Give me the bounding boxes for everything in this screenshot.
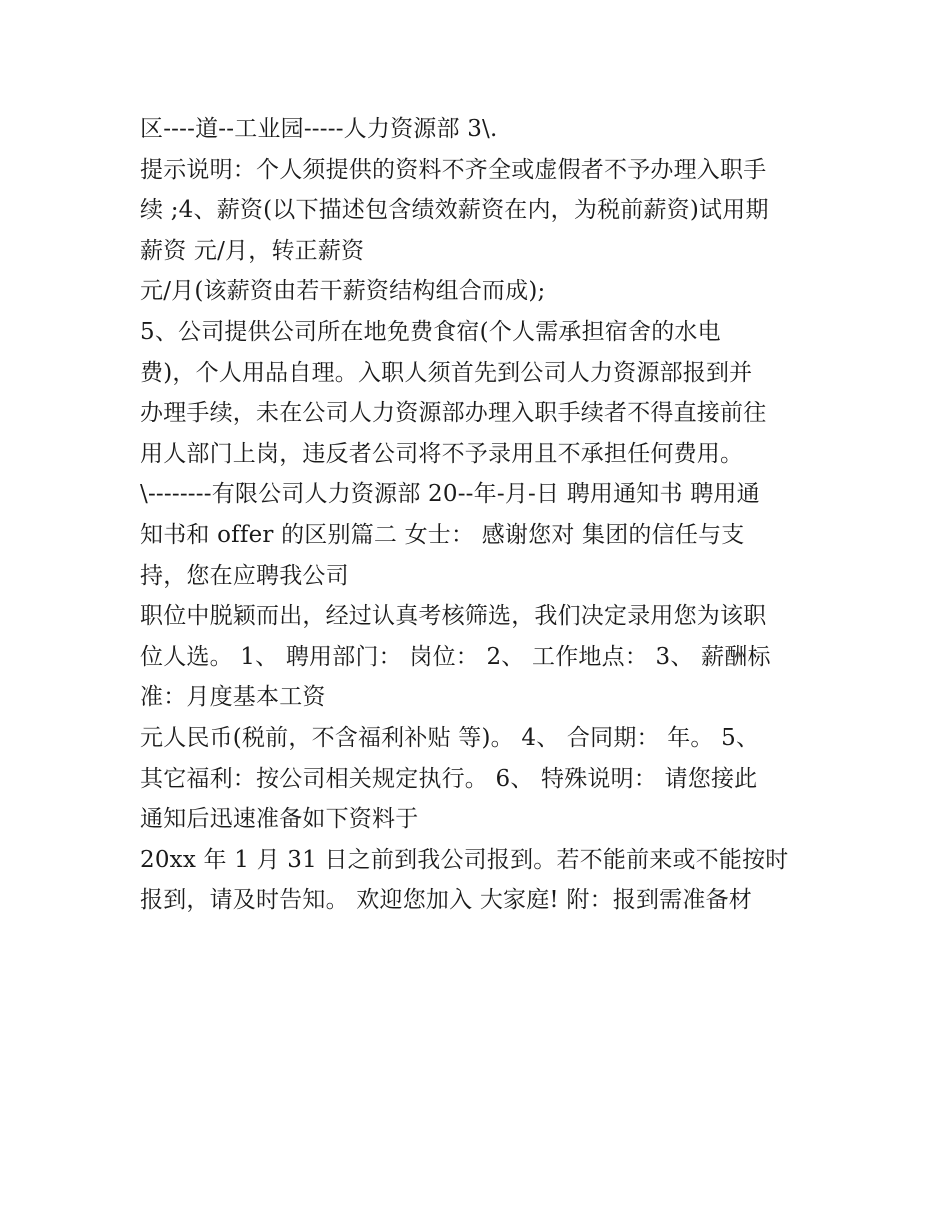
text-line: 费)，个人用品自理。入职人须首先到公司人力资源部报到并 xyxy=(140,359,753,386)
text-line: 其它福利：按公司相关规定执行。 6、 特殊说明： 请您接此 xyxy=(140,765,758,792)
text-line: 准：月度基本工资 xyxy=(140,684,326,711)
text-line: 持，您在应聘我公司 xyxy=(140,562,349,589)
text-line: 元人民币(税前，不含福利补贴 等)。 4、 合同期： 年。 5、 xyxy=(140,724,760,751)
text-line: 元/月(该薪资由若干薪资结构组合而成); xyxy=(140,278,546,305)
document-body xyxy=(140,109,830,921)
text-line: 位人选。 1、 聘用部门： 岗位： 2、 工作地点： 3、 薪酬标 xyxy=(140,643,771,670)
text-line: 20xx 年 1 月 31 日之前到我公司报到。若不能前来或不能按时 xyxy=(140,846,789,873)
text-line: 通知后迅速准备如下资料于 xyxy=(140,806,419,833)
text-line: 薪资 元/月，转正薪资 xyxy=(140,237,365,264)
text-line: 办理手续，未在公司人力资源部办理入职手续者不得直接前往 xyxy=(140,400,767,427)
text-line: 报到，请及时告知。 欢迎您加入 大家庭! 附：报到需准备材 xyxy=(140,887,752,914)
text-line: 5、公司提供公司所在地免费食宿(个人需承担宿舍的水电 xyxy=(140,318,721,345)
text-line: 区----道--工业园-----人力资源部 3\. xyxy=(140,116,498,142)
text-line: 用人部门上岗，违反者公司将不予录用且不承担任何费用。 xyxy=(140,440,744,467)
text-line: 职位中脱颖而出，经过认真考核筛选，我们决定录用您为该职 xyxy=(140,603,767,630)
text-line: 提示说明：个人须提供的资料不齐全或虚假者不予办理入职手 xyxy=(140,156,767,183)
text-line: \--------有限公司人力资源部 20--年-月-日 聘用通知书 聘用通 xyxy=(140,481,760,508)
text-line: 续 ;4、薪资(以下描述包含绩效薪资在内，为税前薪资)试用期 xyxy=(140,197,769,224)
text-line: 知书和 offer 的区别篇二 女士： 感谢您对 集团的信任与支 xyxy=(140,521,745,548)
